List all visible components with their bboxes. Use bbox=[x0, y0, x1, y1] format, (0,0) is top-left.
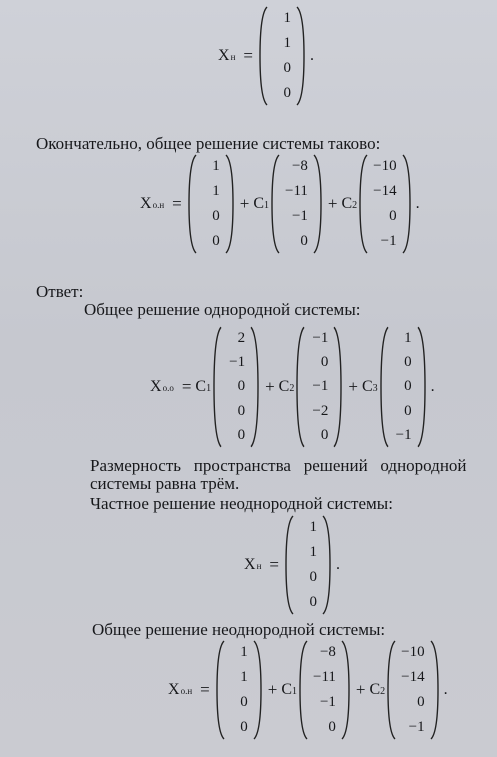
coefficient-c2: C 2 bbox=[369, 681, 386, 698]
coefficient-c1: C 1 bbox=[253, 195, 269, 212]
vector-entry: −1 bbox=[380, 233, 397, 249]
column-vector bbox=[299, 640, 350, 740]
equation-lhs: X о.о bbox=[150, 378, 174, 395]
equals-sign: = bbox=[181, 377, 192, 396]
vector-entry: −1 bbox=[408, 719, 425, 735]
column-vector bbox=[271, 154, 322, 254]
equation-homogeneous bbox=[150, 326, 435, 448]
vector-entry: −2 bbox=[312, 402, 329, 419]
left-paren bbox=[259, 6, 268, 106]
equation-lhs: X н bbox=[218, 47, 236, 64]
heading-final-solution: Окончательно, общее решение системы таково: bbox=[36, 134, 381, 153]
vector-entry: −11 bbox=[285, 183, 308, 199]
vector-entry: 0 bbox=[283, 85, 291, 101]
right-paren bbox=[296, 6, 305, 106]
plus-sign: + bbox=[355, 680, 366, 699]
vector-entry: −1 bbox=[229, 354, 246, 371]
equation-general-2 bbox=[168, 640, 448, 740]
answer-label: Ответ: bbox=[36, 282, 84, 301]
equals-sign: = bbox=[243, 46, 253, 65]
vector-entry: −14 bbox=[401, 669, 425, 685]
vector-entry: 0 bbox=[240, 694, 248, 710]
coefficient-c2: C 2 bbox=[278, 378, 295, 395]
vector-entry: 1 bbox=[240, 669, 248, 685]
vector-entry: 1 bbox=[309, 519, 317, 535]
equation-general-1 bbox=[140, 154, 420, 254]
vector-entry: 0 bbox=[404, 354, 412, 371]
vector-entry: 1 bbox=[212, 158, 220, 174]
equals-sign: = bbox=[200, 680, 210, 699]
vector-entry: −11 bbox=[313, 669, 336, 685]
vector-entry: 1 bbox=[404, 329, 412, 346]
vector-entry: −1 bbox=[291, 208, 308, 224]
column-vector bbox=[359, 154, 410, 254]
vector-entry: 1 bbox=[309, 544, 317, 560]
vector-entry: 0 bbox=[237, 402, 246, 419]
dimension-text-line-1: Размерность пространства решений однородной bbox=[90, 456, 467, 475]
vector-entry: 0 bbox=[237, 378, 246, 395]
vector-entry: 1 bbox=[212, 183, 220, 199]
plus-sign: + bbox=[267, 680, 278, 699]
vector-entry: 0 bbox=[389, 208, 397, 224]
homogeneous-title: Общее решение однородной системы: bbox=[84, 300, 361, 319]
trailing-period: . bbox=[415, 195, 420, 212]
vector-entry: 1 bbox=[283, 10, 291, 26]
column-vector bbox=[259, 6, 305, 106]
vector-entry: 0 bbox=[320, 427, 329, 444]
vector-entry: −8 bbox=[319, 644, 336, 660]
column-vector bbox=[285, 515, 331, 615]
vector-entry: −14 bbox=[373, 183, 397, 199]
column-vector bbox=[188, 154, 234, 254]
trailing-period: . bbox=[443, 681, 448, 698]
vector-entry: 0 bbox=[212, 208, 220, 224]
trailing-period: . bbox=[335, 556, 340, 573]
vector-entry: −10 bbox=[401, 644, 425, 660]
vector-entry: 0 bbox=[328, 719, 336, 735]
column-vector bbox=[296, 326, 342, 448]
vector-entry: 0 bbox=[309, 569, 317, 585]
vector-entry: −8 bbox=[291, 158, 308, 174]
vector-entry: −1 bbox=[319, 694, 336, 710]
vector-entry: 0 bbox=[212, 233, 220, 249]
particular-title: Частное решение неоднородной системы: bbox=[90, 494, 393, 513]
vector-entry: 0 bbox=[283, 60, 291, 76]
vector-entry: 1 bbox=[283, 35, 291, 51]
column-vector bbox=[213, 326, 259, 448]
vector-entry: −1 bbox=[312, 378, 329, 395]
column-vector bbox=[216, 640, 262, 740]
vector-entry: 0 bbox=[320, 354, 329, 371]
plus-sign: + bbox=[265, 377, 275, 396]
equation-lhs: X о.н bbox=[168, 681, 193, 698]
equation-lhs: X н bbox=[244, 556, 262, 573]
vector-entry: 0 bbox=[404, 402, 412, 419]
general-title: Общее решение неоднородной системы: bbox=[92, 620, 386, 639]
plus-sign: + bbox=[239, 194, 250, 213]
equation-particular-1 bbox=[218, 6, 314, 106]
trailing-period: . bbox=[309, 47, 314, 64]
vector-entry: 2 bbox=[237, 329, 246, 346]
vector-entry: 0 bbox=[240, 719, 248, 735]
column-vector bbox=[387, 640, 438, 740]
equation-particular-2 bbox=[244, 515, 340, 615]
trailing-period: . bbox=[430, 378, 435, 395]
plus-sign: + bbox=[327, 194, 338, 213]
vector-entry: −1 bbox=[395, 427, 412, 444]
column-vector bbox=[380, 326, 426, 448]
coefficient-c1: C 1 bbox=[195, 378, 212, 395]
vector-entry: 0 bbox=[309, 594, 317, 610]
vector-entry: −1 bbox=[312, 329, 329, 346]
vector-entry: 1 bbox=[240, 644, 248, 660]
coefficient-c3: C 3 bbox=[361, 378, 378, 395]
equation-lhs: X о.н bbox=[140, 195, 165, 212]
vector-entry: 0 bbox=[237, 427, 246, 444]
vector-entry: 0 bbox=[404, 378, 412, 395]
coefficient-c1: C 1 bbox=[281, 681, 297, 698]
dimension-text-line-2: системы равна трём. bbox=[90, 474, 240, 493]
vector-entry: −10 bbox=[373, 158, 397, 174]
equals-sign: = bbox=[172, 194, 182, 213]
vector-entry: 0 bbox=[300, 233, 308, 249]
vector-entry: 0 bbox=[417, 694, 425, 710]
coefficient-c2: C 2 bbox=[341, 195, 358, 212]
equals-sign: = bbox=[269, 555, 279, 574]
plus-sign: + bbox=[348, 377, 358, 396]
